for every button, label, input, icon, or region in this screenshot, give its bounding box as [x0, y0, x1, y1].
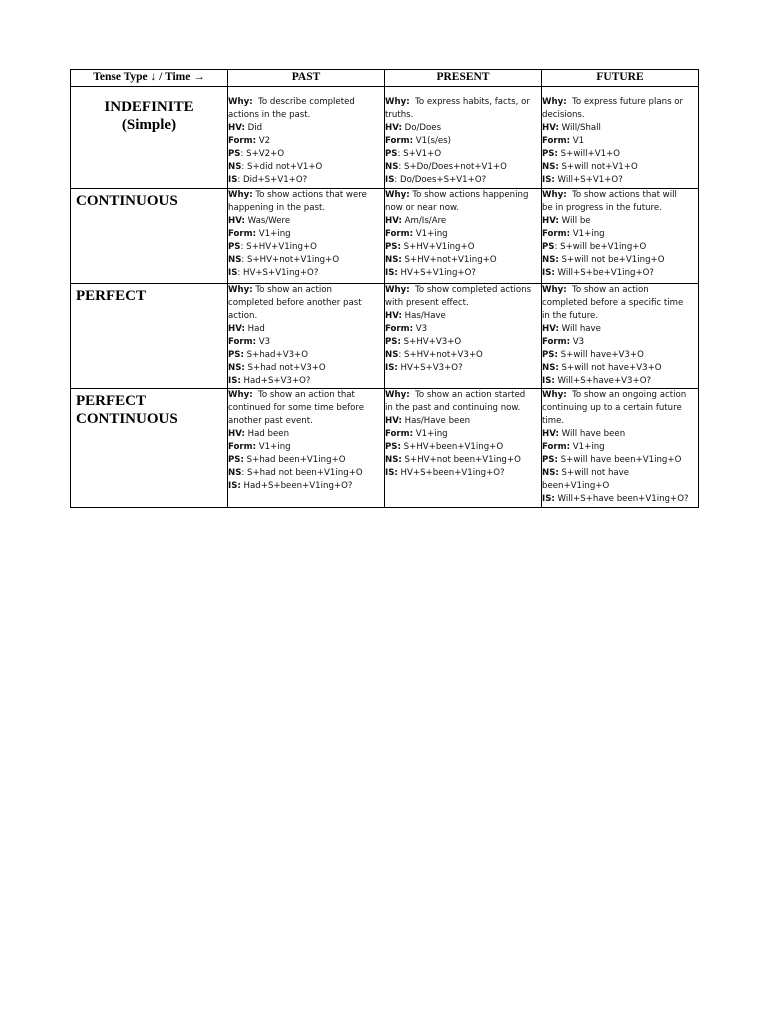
field-value: V3: [413, 324, 428, 334]
cell-line: [385, 415, 541, 428]
field-value: V1+ing: [570, 229, 605, 239]
field-label: Why:: [228, 285, 253, 295]
field-value: V1+ing: [413, 229, 448, 239]
cell-line: [542, 135, 698, 148]
field-value: with present effect.: [385, 298, 469, 308]
cell-line: [228, 428, 384, 441]
cell-line: [228, 323, 384, 336]
row-label-indefinite: [71, 87, 227, 134]
cell-line: [228, 454, 384, 467]
field-label: PS:: [228, 455, 244, 465]
field-label: Form:: [385, 136, 414, 146]
field-value: To express habits, facts, or: [409, 97, 530, 107]
row-continuous: [71, 189, 699, 284]
cell-continuous-past: [228, 189, 385, 284]
field-value: : S+V1+O: [397, 149, 442, 159]
cell-line: [228, 135, 384, 148]
field-label: HV:: [228, 429, 245, 439]
field-value: To show an action started: [409, 390, 526, 400]
cell-line: [385, 297, 541, 310]
cell-line: [228, 297, 384, 310]
field-value: S+will not have: [558, 468, 630, 478]
header-tense-type: Tense Type ↓ / Time →: [71, 70, 228, 87]
cell-line: [542, 267, 698, 280]
cell-line: [385, 228, 541, 241]
cell-line: [542, 323, 698, 336]
field-label: PS:: [385, 242, 401, 252]
field-value: truths.: [385, 110, 414, 120]
field-label: PS: [228, 242, 241, 252]
cell-line: [385, 349, 541, 362]
field-label: Why:: [228, 97, 253, 107]
field-label: HV:: [385, 123, 402, 133]
field-value: happening in the past.: [228, 203, 326, 213]
cell-line: [542, 96, 698, 109]
field-value: V3: [256, 337, 271, 347]
field-value: To show an action: [252, 285, 332, 295]
cell-line: [228, 415, 384, 428]
cell-line: [228, 202, 384, 215]
field-label: PS:: [542, 455, 558, 465]
row-label-line: PERFECT: [76, 288, 147, 304]
cell-line: [542, 336, 698, 349]
cell-line: [228, 362, 384, 375]
field-value: S+will not be+V1ing+O: [558, 255, 665, 265]
field-value: : S+HV+V1ing+O: [240, 242, 317, 252]
cell-line: [228, 336, 384, 349]
field-label: Why:: [542, 285, 567, 295]
field-value: time.: [542, 416, 565, 426]
field-value: Has/Have: [401, 311, 446, 321]
cell-line: [542, 297, 698, 310]
field-label: Why:: [385, 97, 410, 107]
field-label: HV:: [228, 216, 245, 226]
field-value: : S+will be+V1ing+O: [554, 242, 647, 252]
row-perfect-continuous: [71, 389, 699, 508]
field-label: IS: [228, 175, 238, 185]
field-value: Had+S+been+V1ing+O?: [240, 481, 353, 491]
cell-line: [385, 148, 541, 161]
cell-line: [542, 284, 698, 297]
cell-line: [542, 109, 698, 122]
field-value: completed before another past: [228, 298, 362, 308]
field-value: S+will not+V1+O: [558, 162, 638, 172]
cell-line: [542, 148, 698, 161]
cell-perfect-past: [228, 284, 385, 389]
field-value: To show an action that: [252, 390, 355, 400]
field-label: PS: [385, 149, 398, 159]
row-label-line: INDEFINITE: [104, 99, 194, 115]
field-value: HV+S+V3+O?: [397, 363, 463, 373]
field-value: Has/Have been: [401, 416, 471, 426]
field-label: IS: [385, 175, 395, 185]
cell-line: [228, 389, 384, 402]
cell-line: [542, 362, 698, 375]
field-label: IS:: [542, 494, 555, 504]
field-label: IS:: [228, 376, 241, 386]
field-value: actions in the past.: [228, 110, 311, 120]
row-label-perfect: [71, 284, 227, 305]
field-label: IS:: [385, 268, 398, 278]
field-value: another past event.: [228, 416, 313, 426]
field-label: HV:: [542, 429, 559, 439]
field-value: : S+had not been+V1ing+O: [241, 468, 363, 478]
row-label-cell: [71, 189, 228, 284]
cell-perfect-continuous-past: [228, 389, 385, 508]
field-value: Did: [244, 123, 263, 133]
cell-line: [228, 109, 384, 122]
cell-line: [228, 254, 384, 267]
field-value: S+HV+V1ing+O: [400, 242, 475, 252]
field-label: NS:: [385, 255, 402, 265]
cell-line: [385, 202, 541, 215]
header-past: PAST: [228, 70, 385, 87]
row-indefinite: [71, 87, 699, 189]
cell-line: [385, 336, 541, 349]
field-label: IS: [228, 268, 238, 278]
field-value: V1: [570, 136, 585, 146]
cell-line: [542, 349, 698, 362]
cell-line: [385, 310, 541, 323]
field-value: : Did+S+V1+O?: [237, 175, 308, 185]
field-label: NS:: [542, 468, 559, 478]
field-value: S+HV+V3+O: [400, 337, 462, 347]
cell-line: [542, 228, 698, 241]
field-value: V2: [256, 136, 271, 146]
field-label: HV:: [385, 216, 402, 226]
cell-line: [385, 161, 541, 174]
cell-continuous-present: [385, 189, 542, 284]
field-label: Form:: [228, 136, 257, 146]
cell-line: [542, 402, 698, 415]
field-value: : S+did not+V1+O: [241, 162, 323, 172]
field-label: Form:: [542, 442, 571, 452]
cell-line: [385, 254, 541, 267]
field-value: completed before a specific time: [542, 298, 684, 308]
row-perfect: [71, 284, 699, 389]
field-value: S+will have+V3+O: [557, 350, 644, 360]
row-label-line: CONTINUOUS: [76, 193, 178, 209]
cell-line: [385, 241, 541, 254]
cell-line: [228, 161, 384, 174]
field-label: IS:: [385, 468, 398, 478]
field-value: been+V1ing+O: [542, 481, 610, 491]
cell-line: [542, 189, 698, 202]
field-value: To show an action: [566, 285, 649, 295]
cell-line: [542, 202, 698, 215]
cell-line: [385, 135, 541, 148]
field-label: NS:: [542, 255, 559, 265]
field-value: Had: [244, 324, 265, 334]
cell-line: [228, 122, 384, 135]
field-value: V1+ing: [570, 442, 605, 452]
cell-line: [542, 428, 698, 441]
field-value: To show actions happening: [409, 190, 529, 200]
field-label: HV:: [542, 123, 559, 133]
field-label: HV:: [228, 324, 245, 334]
field-value: Will+S+V1+O?: [554, 175, 623, 185]
field-label: HV:: [385, 416, 402, 426]
cell-line: [385, 454, 541, 467]
field-label: HV:: [542, 216, 559, 226]
field-label: Form:: [542, 337, 571, 347]
cell-indefinite-present: [385, 87, 542, 189]
cell-line: [228, 467, 384, 480]
cell-indefinite-past: [228, 87, 385, 189]
cell-line: [542, 174, 698, 187]
field-value: To describe completed: [252, 97, 355, 107]
field-value: Will have been: [558, 429, 626, 439]
cell-line: [228, 402, 384, 415]
cell-line: [385, 189, 541, 202]
field-label: NS:: [228, 363, 245, 373]
field-value: To show completed actions: [409, 285, 532, 295]
field-value: S+had been+V1ing+O: [243, 455, 346, 465]
cell-line: [228, 375, 384, 388]
field-label: PS: [228, 149, 241, 159]
cell-line: [228, 267, 384, 280]
field-value: continued for some time before: [228, 403, 365, 413]
field-label: Form:: [542, 136, 571, 146]
cell-line: [385, 362, 541, 375]
field-value: Will be: [558, 216, 591, 226]
field-value: action.: [228, 311, 258, 321]
field-label: Why:: [385, 190, 410, 200]
cell-line: [385, 428, 541, 441]
field-label: Why:: [385, 390, 410, 400]
cell-perfect-continuous-future: [542, 389, 699, 508]
field-value: HV+S+V1ing+O?: [397, 268, 476, 278]
cell-line: [542, 454, 698, 467]
cell-perfect-continuous-present: [385, 389, 542, 508]
field-value: V3: [570, 337, 585, 347]
field-label: Form:: [385, 429, 414, 439]
field-label: PS:: [385, 442, 401, 452]
field-label: NS:: [542, 162, 559, 172]
field-label: Form:: [385, 324, 414, 334]
cell-line: [542, 241, 698, 254]
field-value: decisions.: [542, 110, 585, 120]
field-label: NS: [385, 350, 399, 360]
field-value: To express future plans or: [566, 97, 684, 107]
field-value: Will+S+be+V1ing+O?: [554, 268, 654, 278]
field-value: S+HV+not+V1ing+O: [401, 255, 497, 265]
cell-line: [228, 480, 384, 493]
cell-continuous-future: [542, 189, 699, 284]
row-label-continuous: [71, 189, 227, 210]
field-value: : S+HV+not+V3+O: [398, 350, 483, 360]
field-label: PS:: [385, 337, 401, 347]
field-label: HV:: [542, 324, 559, 334]
tense-chart-sheet: [70, 69, 698, 508]
field-label: Why:: [228, 390, 253, 400]
cell-line: [228, 148, 384, 161]
field-value: in the past and continuing now.: [385, 403, 521, 413]
cell-line: [228, 441, 384, 454]
field-label: PS:: [542, 350, 558, 360]
row-label-line: CONTINUOUS: [76, 411, 178, 427]
cell-line: [385, 467, 541, 480]
cell-line: [228, 96, 384, 109]
field-value: : S+V2+O: [240, 149, 285, 159]
cell-line: [542, 441, 698, 454]
field-label: IS:: [542, 376, 555, 386]
field-label: Form:: [385, 229, 414, 239]
cell-line: [228, 174, 384, 187]
field-value: V1+ing: [256, 442, 291, 452]
field-value: Am/Is/Are: [401, 216, 447, 226]
field-value: now or near now.: [385, 203, 459, 213]
cell-line: [228, 310, 384, 323]
field-value: continuing up to a certain future: [542, 403, 682, 413]
cell-line: [385, 389, 541, 402]
field-value: S+had not+V3+O: [244, 363, 326, 373]
field-label: NS: [385, 162, 399, 172]
cell-line: [542, 375, 698, 388]
field-label: NS:: [542, 363, 559, 373]
cell-line: [542, 480, 698, 493]
field-value: V1+ing: [413, 429, 448, 439]
cell-line: [385, 323, 541, 336]
field-label: NS: [228, 162, 242, 172]
field-value: To show actions that were: [252, 190, 367, 200]
row-label-perfect-continuous: [71, 389, 227, 428]
cell-line: [385, 109, 541, 122]
cell-line: [542, 467, 698, 480]
row-label-cell: [71, 284, 228, 389]
tense-table: [70, 69, 699, 508]
field-label: Form:: [228, 337, 257, 347]
cell-line: [385, 215, 541, 228]
field-value: HV+S+been+V1ing+O?: [397, 468, 505, 478]
cell-line: [228, 349, 384, 362]
field-value: Had been: [244, 429, 290, 439]
field-label: IS:: [228, 481, 241, 491]
field-label: IS:: [542, 268, 555, 278]
field-label: Form:: [228, 442, 257, 452]
cell-line: [228, 284, 384, 297]
cell-line: [385, 267, 541, 280]
field-value: : S+Do/Does+not+V1+O: [398, 162, 507, 172]
cell-line: [542, 161, 698, 174]
cell-line: [228, 228, 384, 241]
field-label: HV:: [385, 311, 402, 321]
field-label: Form:: [228, 229, 257, 239]
header-present: PRESENT: [385, 70, 542, 87]
row-label-cell: [71, 389, 228, 508]
cell-line: [228, 189, 384, 202]
field-label: PS: [542, 242, 555, 252]
row-label-line: PERFECT: [76, 393, 147, 409]
field-label: NS:: [385, 455, 402, 465]
field-value: : Do/Does+S+V1+O?: [394, 175, 487, 185]
field-value: S+will have been+V1ing+O: [557, 455, 682, 465]
field-value: Will/Shall: [558, 123, 601, 133]
field-value: Do/Does: [401, 123, 442, 133]
row-label-line: (Simple): [121, 117, 177, 133]
field-value: in the future.: [542, 311, 599, 321]
field-label: Form:: [542, 229, 571, 239]
cell-line: [542, 215, 698, 228]
cell-line: [385, 96, 541, 109]
cell-line: [542, 389, 698, 402]
field-value: : HV+S+V1ing+O?: [237, 268, 319, 278]
row-label-cell: [71, 87, 228, 189]
field-value: Will have: [558, 324, 601, 334]
cell-line: [542, 310, 698, 323]
field-value: Was/Were: [244, 216, 291, 226]
field-value: To show actions that will: [566, 190, 677, 200]
field-value: : S+HV+not+V1ing+O: [241, 255, 340, 265]
field-label: IS:: [542, 175, 555, 185]
cell-indefinite-future: [542, 87, 699, 189]
field-label: Why:: [542, 390, 567, 400]
field-value: To show an ongoing action: [566, 390, 687, 400]
cell-line: [385, 174, 541, 187]
field-value: S+will not have+V3+O: [558, 363, 662, 373]
cell-line: [385, 402, 541, 415]
field-value: Will+S+have+V3+O?: [554, 376, 652, 386]
field-label: Why:: [542, 97, 567, 107]
field-label: PS:: [542, 149, 558, 159]
field-value: be in progress in the future.: [542, 203, 662, 213]
cell-line: [542, 415, 698, 428]
field-value: S+HV+not been+V1ing+O: [401, 455, 521, 465]
header-future: FUTURE: [542, 70, 699, 87]
field-value: Had+S+V3+O?: [240, 376, 311, 386]
field-value: S+HV+been+V1ing+O: [400, 442, 504, 452]
cell-line: [228, 241, 384, 254]
field-value: V1+ing: [256, 229, 291, 239]
field-value: S+will+V1+O: [557, 149, 621, 159]
field-value: Will+S+have been+V1ing+O?: [554, 494, 689, 504]
field-label: IS:: [385, 363, 398, 373]
cell-line: [385, 122, 541, 135]
field-label: Why:: [542, 190, 567, 200]
field-label: HV:: [228, 123, 245, 133]
field-value: S+had+V3+O: [243, 350, 309, 360]
field-label: Why:: [385, 285, 410, 295]
cell-perfect-future: [542, 284, 699, 389]
cell-line: [542, 122, 698, 135]
field-label: NS: [228, 255, 242, 265]
field-label: PS:: [228, 350, 244, 360]
cell-line: [542, 254, 698, 267]
field-value: V1(s/es): [413, 136, 451, 146]
cell-line: [385, 441, 541, 454]
cell-line: [228, 215, 384, 228]
cell-line: [385, 284, 541, 297]
cell-line: [542, 493, 698, 506]
cell-perfect-present: [385, 284, 542, 389]
field-label: Why:: [228, 190, 253, 200]
field-label: NS: [228, 468, 242, 478]
table-header-row: [71, 70, 699, 87]
